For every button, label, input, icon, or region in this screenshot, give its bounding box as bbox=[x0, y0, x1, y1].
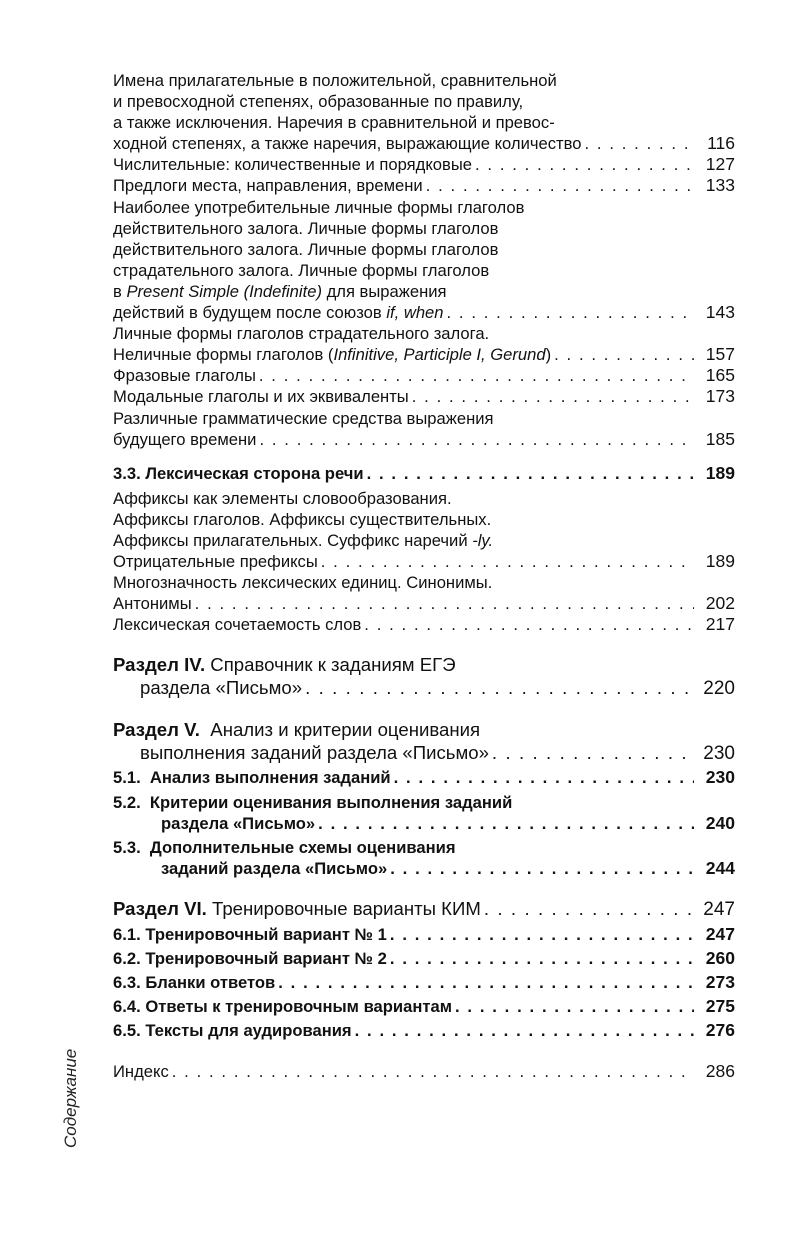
page-number: 247 bbox=[705, 923, 735, 944]
page-number: 116 bbox=[707, 133, 735, 154]
dot-leader bbox=[426, 175, 694, 196]
dot-leader bbox=[305, 676, 694, 699]
toc-entry-passive: Личные формы глаголов страдательного залога. bbox=[113, 324, 490, 344]
section-number: 5.1. bbox=[113, 768, 141, 788]
toc-entry-nonfinite bbox=[113, 344, 735, 365]
section-label: Раздел V. bbox=[113, 719, 200, 741]
page-number: 157 bbox=[705, 344, 735, 365]
italic-term: Present Simple (Indefinite) bbox=[126, 281, 322, 301]
dot-leader bbox=[447, 302, 695, 323]
page-number: 247 bbox=[703, 898, 735, 920]
toc-entry-text bbox=[113, 463, 364, 484]
toc-entry-line: Имена прилагательные в положительной, сравнительной bbox=[113, 71, 557, 90]
dot-leader bbox=[364, 614, 694, 635]
toc-entry-text: раздела «Письмо» bbox=[161, 813, 316, 833]
section-number: 6.5. bbox=[113, 1021, 141, 1041]
page-number: 230 bbox=[703, 743, 735, 765]
toc-entry-text bbox=[113, 344, 551, 365]
toc-subsection-6-3 bbox=[113, 972, 735, 993]
dot-leader bbox=[318, 813, 694, 834]
page-number: 220 bbox=[703, 678, 735, 700]
toc-subsection-3-3 bbox=[113, 463, 735, 484]
section-number: 5.2. bbox=[113, 792, 141, 812]
toc-entry-last-line bbox=[113, 429, 735, 450]
toc-entry-text: заданий раздела «Письмо» bbox=[161, 858, 388, 878]
section-title: Ответы к тренировочным вариантам bbox=[145, 997, 452, 1017]
toc-entry-text bbox=[113, 948, 387, 969]
section-title: Тренировочный вариант № 1 bbox=[145, 924, 387, 944]
section-number: 5.3. bbox=[113, 837, 141, 857]
section-title: Критерии оценивания выполнения заданий bbox=[149, 792, 513, 812]
toc-entry-last-line bbox=[113, 858, 735, 879]
page-number: 173 bbox=[705, 386, 735, 407]
page-number: 133 bbox=[705, 175, 735, 196]
section-title: Дополнительные схемы оценивания bbox=[149, 837, 456, 857]
toc-entry-text: выполнения заданий раздела «Письмо» bbox=[140, 742, 489, 764]
section-title: Лексическая сторона речи bbox=[145, 463, 364, 483]
toc-subsection-5-3 bbox=[113, 837, 735, 879]
toc-entry-modal bbox=[113, 386, 735, 407]
section-title: Тексты для аудирования bbox=[145, 1021, 352, 1041]
toc-entry-text: Числительные: количественные и порядковые bbox=[113, 155, 472, 175]
toc-subsection-5-1 bbox=[113, 767, 735, 788]
toc-entry-text: Предлоги места, направления, времени bbox=[113, 176, 423, 196]
toc-entry-last-line bbox=[113, 551, 735, 572]
side-running-title: Содержание bbox=[61, 1048, 80, 1148]
toc-subsection-5-2 bbox=[113, 792, 735, 834]
toc-entry-last-line bbox=[113, 676, 735, 700]
dot-leader bbox=[554, 344, 694, 365]
italic-term: Infinitive, Participle I, Gerund bbox=[333, 345, 546, 365]
toc-entry-text: Антонимы bbox=[113, 594, 192, 614]
page-number: 127 bbox=[705, 154, 735, 175]
toc-entry-last-line bbox=[113, 741, 735, 765]
toc-entry-verbs bbox=[113, 197, 735, 324]
toc-subsection-6-4 bbox=[113, 996, 735, 1017]
dot-leader bbox=[455, 996, 694, 1017]
toc-entry-line: а также исключения. Наречия в сравнительной и превос- bbox=[113, 113, 555, 133]
toc-entry-line: Аффиксы глаголов. Аффиксы существительных. bbox=[113, 509, 492, 529]
toc-entry-last-line bbox=[113, 593, 735, 614]
toc-entry-prepositions bbox=[113, 175, 735, 196]
section-title: Анализ выполнения заданий bbox=[149, 768, 391, 788]
toc-entry-line bbox=[113, 281, 735, 302]
page-number: 286 bbox=[705, 1061, 735, 1082]
toc-entry-text bbox=[113, 897, 481, 920]
page-number: 276 bbox=[705, 1020, 735, 1041]
toc-entry-last-line bbox=[113, 813, 735, 834]
toc-entry-text bbox=[113, 1020, 352, 1041]
toc-entry-line: Аффиксы как элементы словообразования. bbox=[113, 488, 452, 508]
toc-entry-line bbox=[113, 792, 735, 813]
page-number: 260 bbox=[705, 948, 735, 968]
section-title: Тренировочные варианты КИМ bbox=[212, 897, 481, 919]
dot-leader bbox=[259, 365, 694, 386]
section-label: Раздел VI. bbox=[113, 897, 207, 919]
toc-section-line bbox=[113, 653, 735, 676]
dot-leader bbox=[394, 767, 694, 788]
section-number: 6.1. bbox=[113, 924, 141, 944]
text-part: для выражения bbox=[321, 281, 447, 301]
dot-leader bbox=[412, 386, 694, 407]
toc-entry-last-line bbox=[113, 133, 735, 154]
toc-entry-text: Отрицательные префиксы bbox=[113, 552, 318, 572]
toc-entry-numerals bbox=[113, 154, 735, 175]
toc-entry-line: Наиболее употребительные личные формы глаголов bbox=[113, 197, 525, 217]
dot-leader bbox=[390, 924, 694, 945]
toc-section-iv bbox=[113, 653, 735, 700]
dot-leader bbox=[367, 463, 694, 484]
toc-subsection-6-2 bbox=[113, 948, 735, 969]
dot-leader bbox=[355, 1020, 694, 1041]
dot-leader bbox=[278, 972, 694, 993]
toc-entry-polysemy bbox=[113, 572, 735, 614]
section-number: 6.4. bbox=[113, 997, 141, 1017]
toc-entry-text bbox=[113, 996, 452, 1017]
toc-subsection-6-1 bbox=[113, 924, 735, 945]
text-part: в bbox=[113, 281, 127, 301]
table-of-contents bbox=[113, 70, 735, 1082]
page-number: 143 bbox=[705, 302, 735, 323]
toc-entry-text: будущего времени bbox=[113, 429, 257, 449]
toc-entry-text: Фразовые глаголы bbox=[113, 366, 256, 386]
section-number: 6.2. bbox=[113, 949, 141, 968]
toc-entry-text bbox=[113, 302, 444, 323]
toc-entry-line: и превосходной степенях, образованные по правилу, bbox=[113, 92, 524, 112]
text-part: действий в будущем после союзов bbox=[113, 303, 387, 323]
toc-entry-line: Различные грамматические средства выражения bbox=[113, 408, 494, 428]
italic-term: -ly. bbox=[472, 530, 494, 550]
dot-leader bbox=[321, 551, 694, 572]
toc-entry-text: Лексическая сочетаемость слов bbox=[113, 615, 362, 635]
dot-leader bbox=[475, 154, 694, 175]
text-part: Неличные формы глаголов ( bbox=[113, 345, 334, 365]
toc-entry-text: Индекс bbox=[113, 1062, 169, 1082]
toc-entry-text bbox=[113, 972, 275, 993]
dot-leader bbox=[390, 948, 694, 969]
page-number: 275 bbox=[705, 996, 735, 1017]
page-number: 230 bbox=[705, 767, 735, 788]
toc-entry-affixes bbox=[113, 488, 735, 572]
section-title: Анализ и критерии оценивания bbox=[210, 719, 481, 741]
dot-leader bbox=[584, 133, 694, 154]
toc-entry-text bbox=[113, 767, 391, 788]
toc-entry-line: действительного залога. Личные формы глаголов bbox=[113, 218, 499, 238]
dot-leader bbox=[492, 741, 694, 764]
page-number: 189 bbox=[705, 551, 735, 572]
toc-entry-last-line bbox=[113, 302, 735, 323]
toc-entry-text bbox=[113, 924, 387, 945]
section-title: Бланки ответов bbox=[145, 973, 276, 993]
toc-entry-line bbox=[113, 837, 735, 858]
dot-leader bbox=[390, 858, 694, 879]
page-number: 240 bbox=[705, 812, 735, 833]
toc-subsection-6-5 bbox=[113, 1020, 735, 1041]
section-label: Раздел IV. bbox=[113, 654, 206, 676]
page-number: 244 bbox=[705, 857, 735, 878]
page-number: 165 bbox=[705, 365, 735, 386]
text-part: Аффиксы прилагательных. Суффикс наречий bbox=[113, 530, 473, 550]
toc-section-vi bbox=[113, 897, 735, 921]
section-number: 6.3. bbox=[113, 973, 141, 993]
page-number: 202 bbox=[705, 593, 735, 614]
page-number: 185 bbox=[705, 428, 735, 449]
toc-section-v bbox=[113, 718, 735, 765]
toc-entry-collocation bbox=[113, 614, 735, 635]
dot-leader bbox=[172, 1061, 694, 1082]
section-number: 3.3. bbox=[113, 463, 141, 483]
italic-term: if, when bbox=[386, 303, 444, 323]
text-part: ) bbox=[545, 345, 552, 365]
toc-entry-line: Многозначность лексических единиц. Синонимы. bbox=[113, 573, 493, 593]
toc-entry-phrasal bbox=[113, 365, 735, 386]
toc-entry-line bbox=[113, 530, 735, 551]
dot-leader bbox=[259, 429, 694, 450]
toc-entry-text: ходной степенях, а также наречия, выражающие количество bbox=[113, 134, 582, 154]
toc-entry-line: действительного залога. Личные формы глаголов bbox=[113, 239, 499, 259]
section-title: Справочник к заданиям ЕГЭ bbox=[210, 654, 456, 676]
toc-entry-future bbox=[113, 408, 735, 450]
dot-leader bbox=[195, 593, 694, 614]
dot-leader bbox=[484, 897, 694, 920]
toc-section-line bbox=[113, 718, 735, 741]
toc-entry-adjectives bbox=[113, 70, 735, 154]
toc-entry-text: раздела «Письмо» bbox=[140, 677, 303, 699]
toc-entry-index bbox=[113, 1061, 735, 1082]
page-number: 189 bbox=[705, 462, 735, 483]
section-title: Тренировочный вариант № 2 bbox=[145, 949, 387, 968]
toc-entry-text: Модальные глаголы и их эквиваленты bbox=[113, 387, 409, 407]
page-number: 273 bbox=[705, 972, 735, 993]
page-number: 217 bbox=[705, 614, 735, 635]
toc-entry-line: страдательного залога. Личные формы глаголов bbox=[113, 260, 490, 280]
